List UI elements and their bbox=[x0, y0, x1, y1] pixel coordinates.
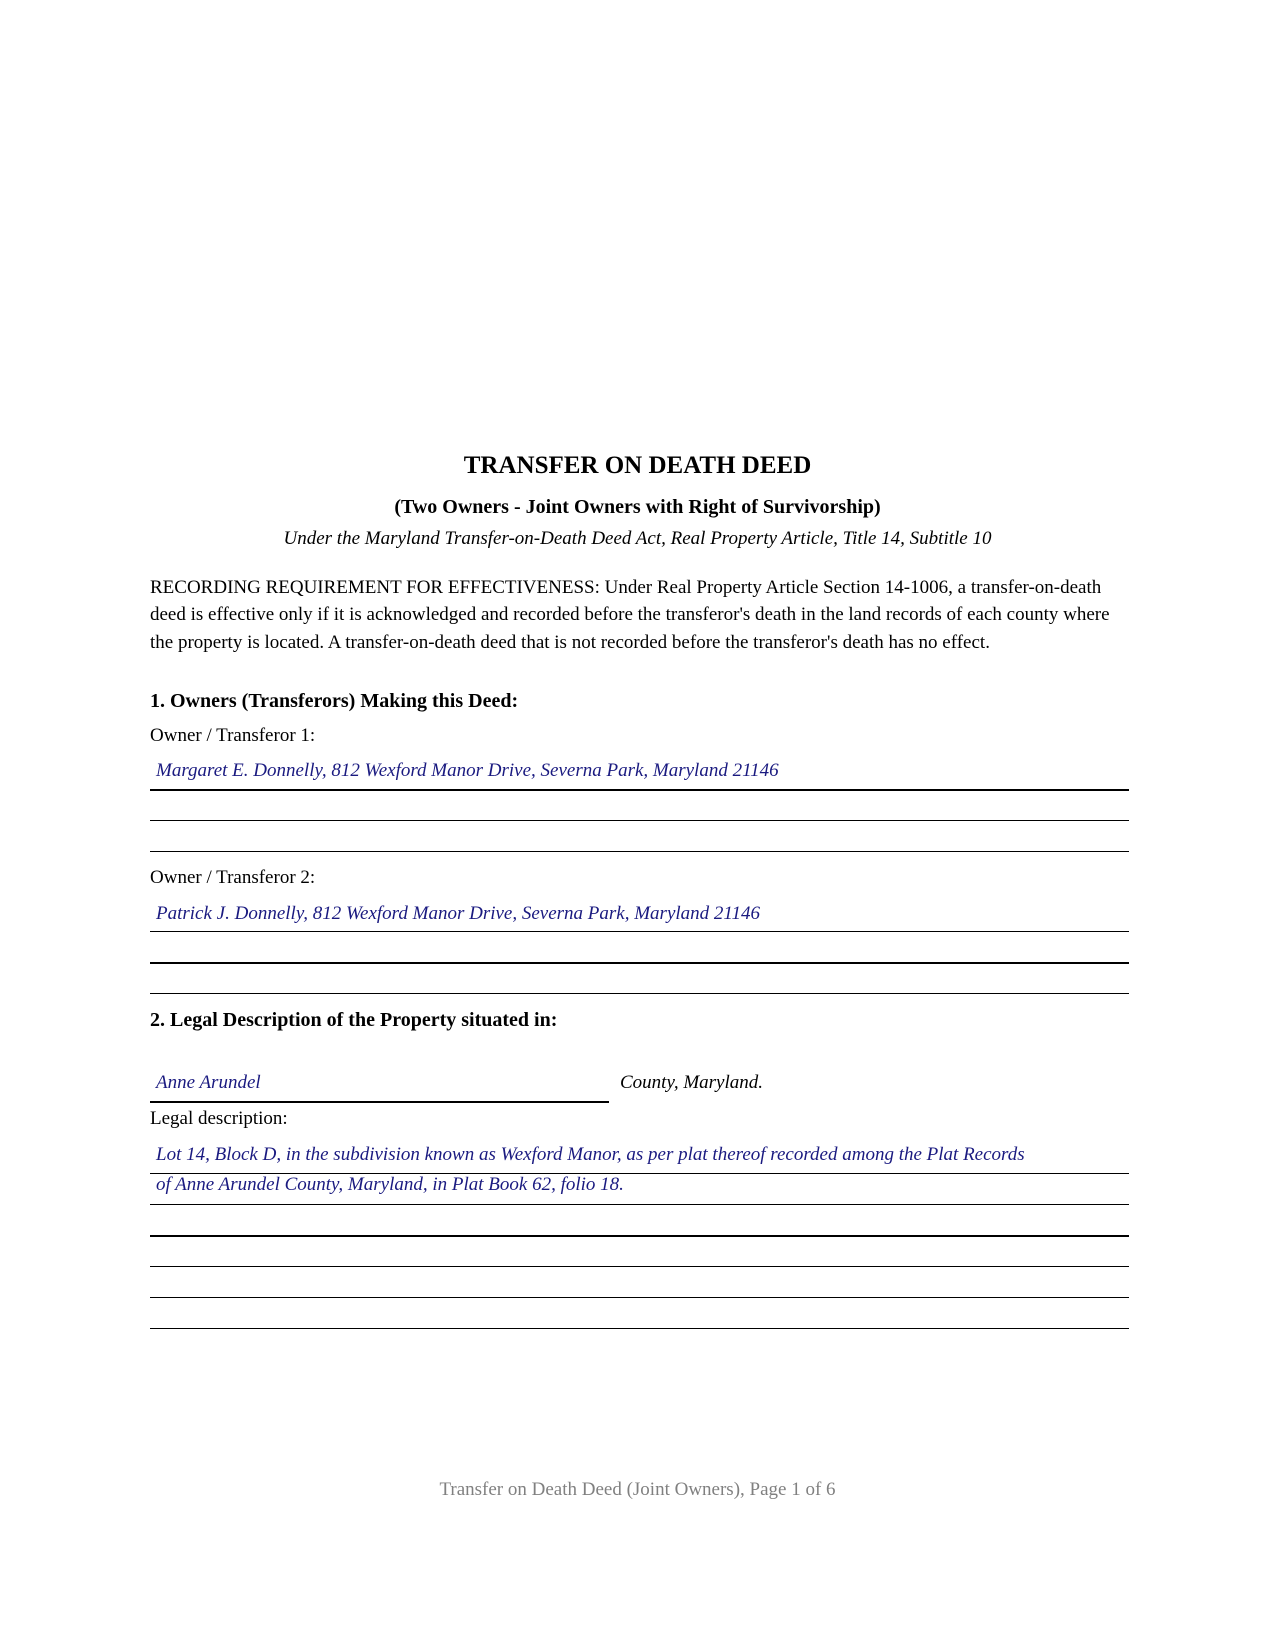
owner-2-label: Owner / Transferor 2: bbox=[150, 867, 316, 888]
owner-1-line-2 bbox=[150, 820, 1129, 821]
legal-line-2 bbox=[150, 1204, 1129, 1205]
legal-line-3 bbox=[150, 1235, 1129, 1237]
owner-1-label: Owner / Transferor 1: bbox=[150, 725, 316, 746]
statute-reference: Under the Maryland Transfer-on-Death Deed Act, Real Property Article, Title 14, Subtitle 10 bbox=[283, 528, 992, 549]
legal-description-label: Legal description: bbox=[150, 1108, 288, 1129]
legal-line-6 bbox=[150, 1328, 1129, 1329]
document-subtitle: (Two Owners - Joint Owners with Right of Survivorship) bbox=[394, 496, 881, 518]
owner-2-line-2 bbox=[150, 962, 1129, 964]
county-line bbox=[150, 1101, 609, 1103]
owner-1-line-1 bbox=[150, 789, 1129, 791]
owner-1-line-3 bbox=[150, 851, 1129, 852]
owner-2-line-1 bbox=[150, 931, 1129, 932]
document-title: TRANSFER ON DEATH DEED bbox=[463, 452, 812, 479]
legal-line-4 bbox=[150, 1266, 1129, 1267]
section-2-heading: 2. Legal Description of the Property situated in: bbox=[150, 1009, 558, 1031]
legal-description-line-2[interactable]: of Anne Arundel County, Maryland, in Plat Book 62, folio 18. bbox=[156, 1174, 624, 1195]
county-suffix: County, Maryland. bbox=[620, 1072, 764, 1093]
legal-line-5 bbox=[150, 1297, 1129, 1298]
legal-description-line-1[interactable]: Lot 14, Block D, in the subdivision known as Wexford Manor, as per plat thereof recorded among the Plat Records bbox=[156, 1144, 1025, 1165]
recording-requirement-paragraph: RECORDING REQUIREMENT FOR EFFECTIVENESS: Under Real Property Article Section 14-1006, a transfer-on-death deed is effective only if it is acknowledged and recorded before the transferor's death in the land records of each county where the property is located. A transfer-on-death deed that is not recorded before the transferor's death has no effect. bbox=[150, 577, 1110, 653]
owner-1-field[interactable]: Margaret E. Donnelly, 812 Wexford Manor Drive, Severna Park, Maryland 21146 bbox=[156, 760, 779, 781]
section-1-heading: 1. Owners (Transferors) Making this Deed: bbox=[150, 690, 519, 712]
page-footer: Transfer on Death Deed (Joint Owners), Page 1 of 6 bbox=[439, 1479, 836, 1500]
owner-2-line-3 bbox=[150, 993, 1129, 994]
county-field[interactable]: Anne Arundel bbox=[156, 1072, 261, 1093]
owner-2-field[interactable]: Patrick J. Donnelly, 812 Wexford Manor Drive, Severna Park, Maryland 21146 bbox=[156, 903, 761, 924]
